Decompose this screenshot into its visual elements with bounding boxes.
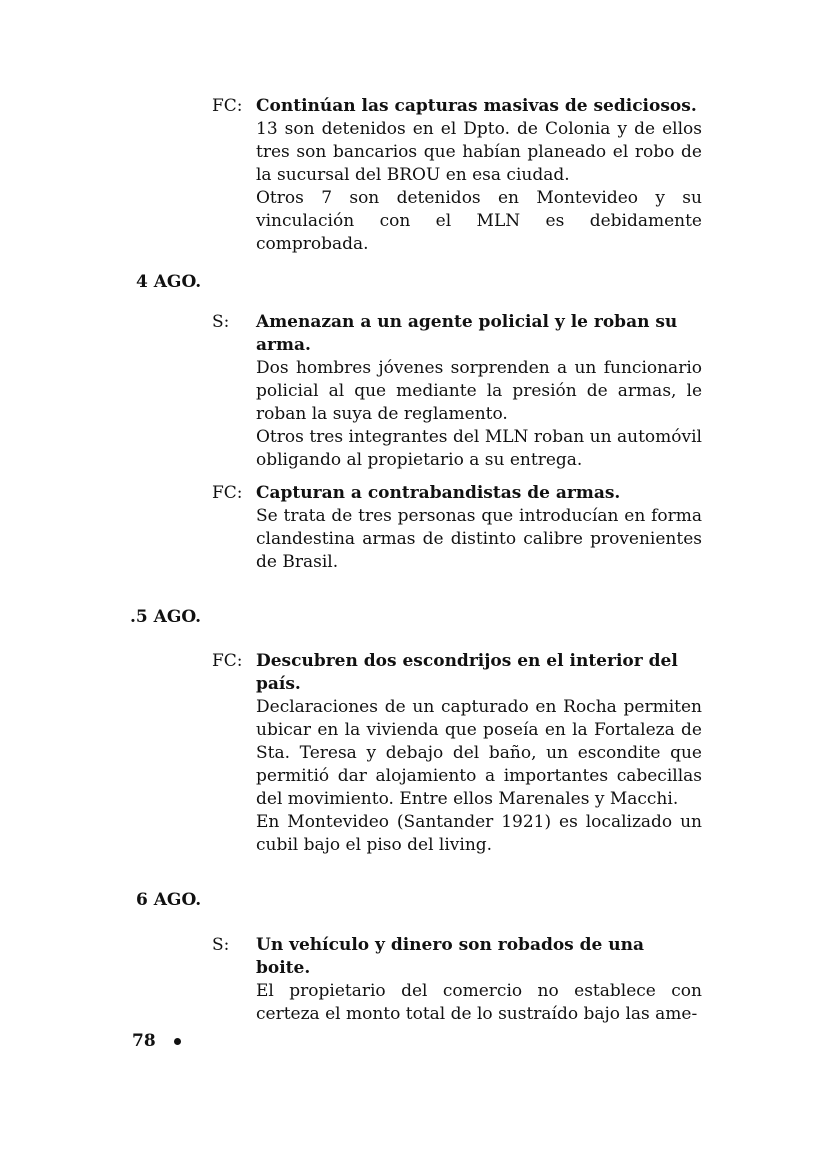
entry-paragraph: Se trata de tres personas que introducían en forma clandestina armas de distinto calibre provenientes de Brasil.	[256, 506, 702, 572]
entry-paragraph: En Montevideo (Santander 1921) es localizado un cubil bajo el piso del living.	[256, 812, 702, 855]
news-entry	[212, 482, 702, 574]
news-entry	[212, 311, 702, 472]
entry-paragraph: El propietario del comercio no establece con certeza el monto total de lo sustraído bajo las ame-	[256, 981, 702, 1024]
entry-paragraph: Otros tres integrantes del MLN roban un automóvil obligando al propietario a su entrega.	[256, 427, 702, 470]
news-entry	[212, 650, 702, 857]
news-entry	[212, 95, 702, 256]
entry-headline: Continúan las capturas masivas de sediciosos.	[256, 96, 697, 116]
entry-tag: FC:	[212, 651, 243, 671]
entry-headline: Un vehículo y dinero son robados de una boite.	[256, 935, 645, 978]
date-heading: 6 AGO.	[136, 890, 202, 910]
bullet-dot-icon	[174, 1038, 181, 1045]
entry-headline: Amenazan a un agente policial y le roban su arma.	[256, 312, 678, 355]
entry-tag: FC:	[212, 96, 243, 116]
date-heading: .5 AGO.	[130, 607, 202, 627]
page-number: 78	[132, 1031, 156, 1051]
entry-paragraph: Otros 7 son detenidos en Montevideo y su vinculación con el MLN es debidamente comprobada.	[256, 188, 702, 254]
entry-headline: Descubren dos escondrijos en el interior del país.	[256, 651, 678, 694]
entry-tag: S:	[212, 935, 230, 955]
entry-headline: Capturan a contrabandistas de armas.	[256, 483, 621, 503]
news-entry	[212, 934, 702, 1026]
entry-tag: S:	[212, 312, 230, 332]
entry-paragraph: 13 son detenidos en el Dpto. de Colonia y de ellos tres son bancarios que habían planeado el robo de la sucursal del BROU en esa ciudad.	[256, 119, 702, 185]
date-heading: 4 AGO.	[136, 272, 202, 292]
entry-paragraph: Dos hombres jóvenes sorprenden a un funcionario policial al que mediante la presión de armas, le roban la suya de reglamento.	[256, 358, 702, 424]
entry-paragraph: Declaraciones de un capturado en Rocha permiten ubicar en la vivienda que poseía en la Fortaleza de Sta. Teresa y debajo del baño, un escondite que permitió dar alojamiento a importantes cabecillas del movimiento. Entre ellos Marenales y Macchi.	[256, 697, 702, 809]
entry-tag: FC:	[212, 483, 243, 503]
page-footer	[132, 1030, 181, 1053]
